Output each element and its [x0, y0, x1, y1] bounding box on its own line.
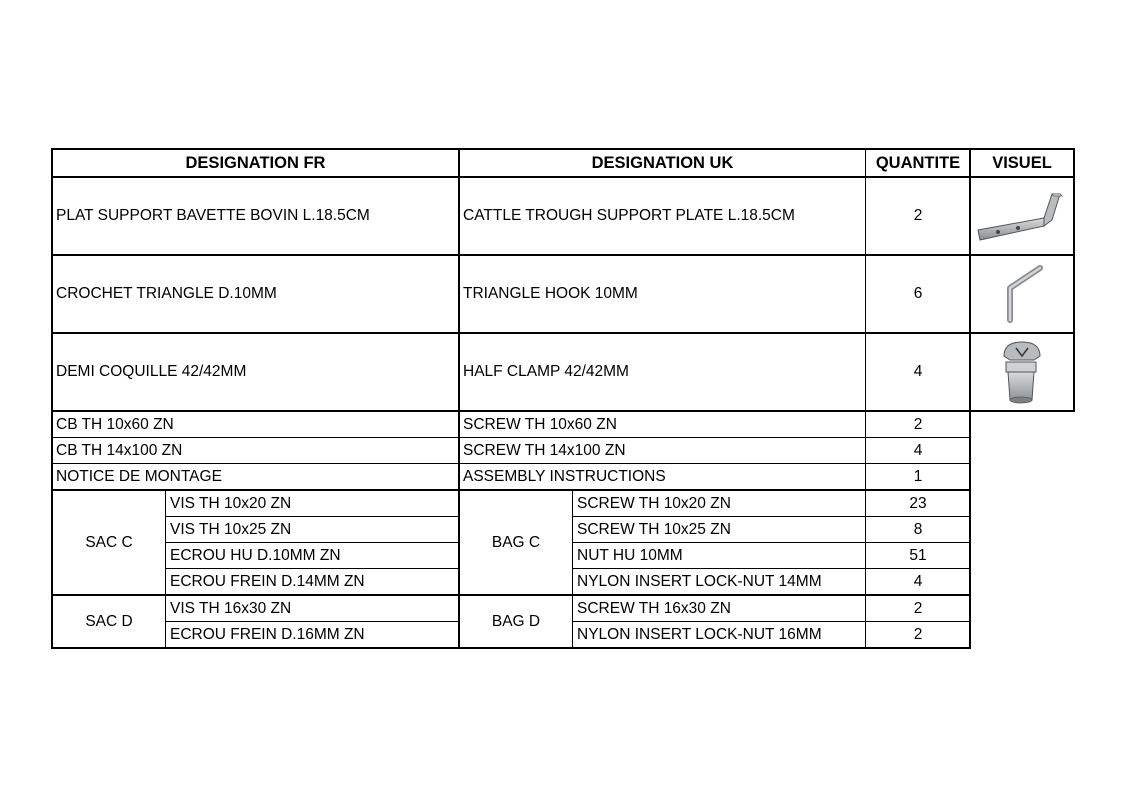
- bag-item-uk: NUT HU 10MM: [577, 547, 683, 565]
- row-uk-cell: ASSEMBLY INSTRUCTIONS: [463, 468, 666, 486]
- bag-item-qty: 8: [913, 521, 923, 539]
- grid-line: [51, 463, 971, 464]
- grid-line: [865, 148, 866, 649]
- bag-item-uk: NYLON INSERT LOCK-NUT 14MM: [577, 573, 822, 591]
- bag-item-qty: 2: [913, 599, 923, 617]
- header-quantite: QUANTITE: [875, 153, 961, 172]
- grid-line: [51, 437, 971, 438]
- grid-line: [51, 148, 1075, 150]
- row-qty-cell: 6: [913, 285, 923, 303]
- grid-line: [166, 568, 459, 569]
- row-qty-cell: 2: [913, 415, 923, 433]
- bag-item-uk: SCREW TH 10x25 ZN: [577, 521, 731, 539]
- grid-line: [573, 568, 971, 569]
- row-qty-cell: 4: [913, 363, 923, 381]
- grid-line: [51, 410, 1075, 412]
- grid-line: [573, 621, 971, 622]
- bag-item-qty: 4: [913, 573, 923, 591]
- row-fr-cell: DEMI COQUILLE 42/42MM: [56, 363, 247, 381]
- bag-item-fr: ECROU FREIN D.16MM ZN: [170, 626, 365, 644]
- bag-label-uk: BAG D: [491, 612, 541, 630]
- grid-line: [573, 542, 971, 543]
- bag-item-uk: SCREW TH 16x30 ZN: [577, 599, 731, 617]
- row-fr-cell: CB TH 14x100 ZN: [56, 442, 183, 460]
- bag-item-qty: 2: [913, 626, 923, 644]
- grid-line: [51, 176, 1075, 178]
- bag-item-qty: 51: [909, 547, 927, 565]
- grid-line: [572, 490, 573, 648]
- grid-line: [166, 516, 459, 517]
- row-fr-cell: NOTICE DE MONTAGE: [56, 468, 222, 486]
- bag-label-fr: SAC C: [85, 533, 133, 551]
- bag-item-fr: ECROU HU D.10MM ZN: [170, 547, 341, 565]
- row-uk-cell: HALF CLAMP 42/42MM: [463, 363, 629, 381]
- bag-item-fr: VIS TH 16x30 ZN: [170, 599, 292, 617]
- bag-item-fr: VIS TH 10x25 ZN: [170, 521, 292, 539]
- grid-line: [165, 490, 166, 648]
- grid-line: [51, 332, 1075, 334]
- grid-line: [166, 542, 459, 543]
- row-fr-cell: PLAT SUPPORT BAVETTE BOVIN L.18.5CM: [56, 207, 370, 225]
- row-uk-cell: SCREW TH 14x100 ZN: [463, 442, 626, 460]
- header-designation-uk: DESIGNATION UK: [591, 153, 734, 172]
- grid-line: [1073, 148, 1075, 412]
- grid-line: [51, 647, 971, 649]
- bag-item-qty: 23: [909, 494, 927, 512]
- half-clamp-icon: [998, 338, 1048, 406]
- row-uk-cell: TRIANGLE HOOK 10MM: [463, 285, 638, 303]
- grid-line: [51, 254, 1075, 256]
- grid-line: [51, 489, 971, 491]
- bag-item-fr: ECROU FREIN D.14MM ZN: [170, 573, 365, 591]
- bag-label-uk: BAG C: [491, 533, 541, 551]
- row-uk-cell: CATTLE TROUGH SUPPORT PLATE L.18.5CM: [463, 207, 795, 225]
- row-qty-cell: 2: [913, 207, 923, 225]
- grid-line: [573, 516, 971, 517]
- bag-item-uk: SCREW TH 10x20 ZN: [577, 494, 731, 512]
- hook-icon: [994, 262, 1050, 328]
- row-qty-cell: 4: [913, 442, 923, 460]
- row-fr-cell: CROCHET TRIANGLE D.10MM: [56, 285, 277, 303]
- grid-line: [51, 594, 971, 596]
- bag-item-uk: NYLON INSERT LOCK-NUT 16MM: [577, 626, 822, 644]
- grid-line: [166, 621, 459, 622]
- bag-label-fr: SAC D: [85, 612, 133, 630]
- header-visuel: VISUEL: [992, 153, 1052, 172]
- grid-line: [458, 148, 460, 649]
- grid-line: [969, 148, 971, 649]
- bracket-plate-icon: [974, 184, 1070, 248]
- row-fr-cell: CB TH 10x60 ZN: [56, 415, 174, 433]
- bag-item-fr: VIS TH 10x20 ZN: [170, 494, 292, 512]
- row-qty-cell: 1: [913, 468, 923, 486]
- grid-line: [51, 148, 53, 649]
- header-designation-fr: DESIGNATION FR: [185, 153, 326, 172]
- row-uk-cell: SCREW TH 10x60 ZN: [463, 415, 617, 433]
